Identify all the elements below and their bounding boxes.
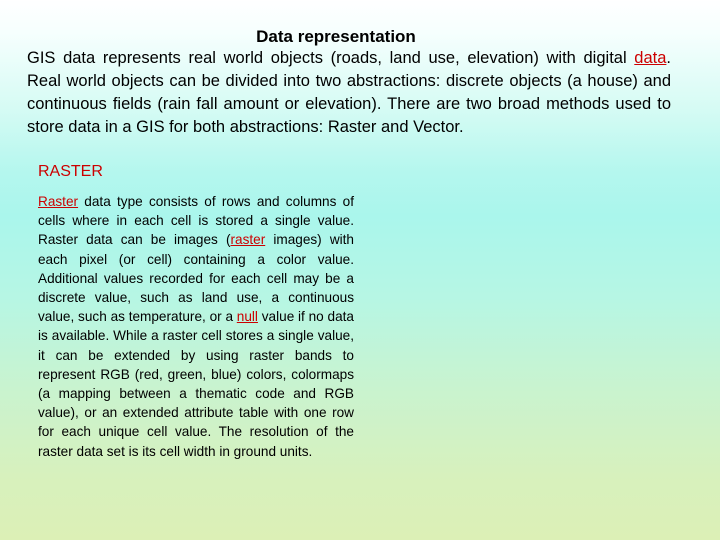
intro-paragraph [27, 47, 671, 139]
intro-text-1: GIS data represents real world objects (roads, land use, elevation) with digital [27, 49, 635, 67]
raster-paragraph [38, 192, 354, 461]
raster-text-2: images) with each pixel (or cell) containing a color value. Additional values recorded for each cell may be a discrete value, such as land use, a continuous value, such as temperature, or a [38, 232, 354, 325]
page-title: Data representation [256, 27, 416, 46]
raster-heading: RASTER [38, 163, 103, 180]
raster-link[interactable]: Raster [38, 194, 79, 209]
raster-text-1: data type consists of rows and columns of cells where in each cell is stored a single value. Raster data can be images ( [38, 194, 354, 248]
raster-images-link[interactable]: raster [230, 232, 266, 248]
null-link[interactable]: null [236, 309, 258, 325]
raster-text-3: value if no data is available. While a raster cell stores a single value, it can be extended by using raster bands to represent RGB (red, green, blue) colors, colormaps (a mapping between a thematic code and RGB value), or an extended attribute table with one row for each unique cell value. The resolution of the raster data set is its cell width in ground units. [38, 309, 354, 459]
intro-text-2: . Real world objects can be divided into two abstractions: discrete objects (a house) and continuous fields (rain fall amount or elevation). There are two broad methods used to store data in a GIS for both abstractions: Raster and Vector. [27, 49, 671, 136]
data-link[interactable]: data [634, 49, 667, 67]
